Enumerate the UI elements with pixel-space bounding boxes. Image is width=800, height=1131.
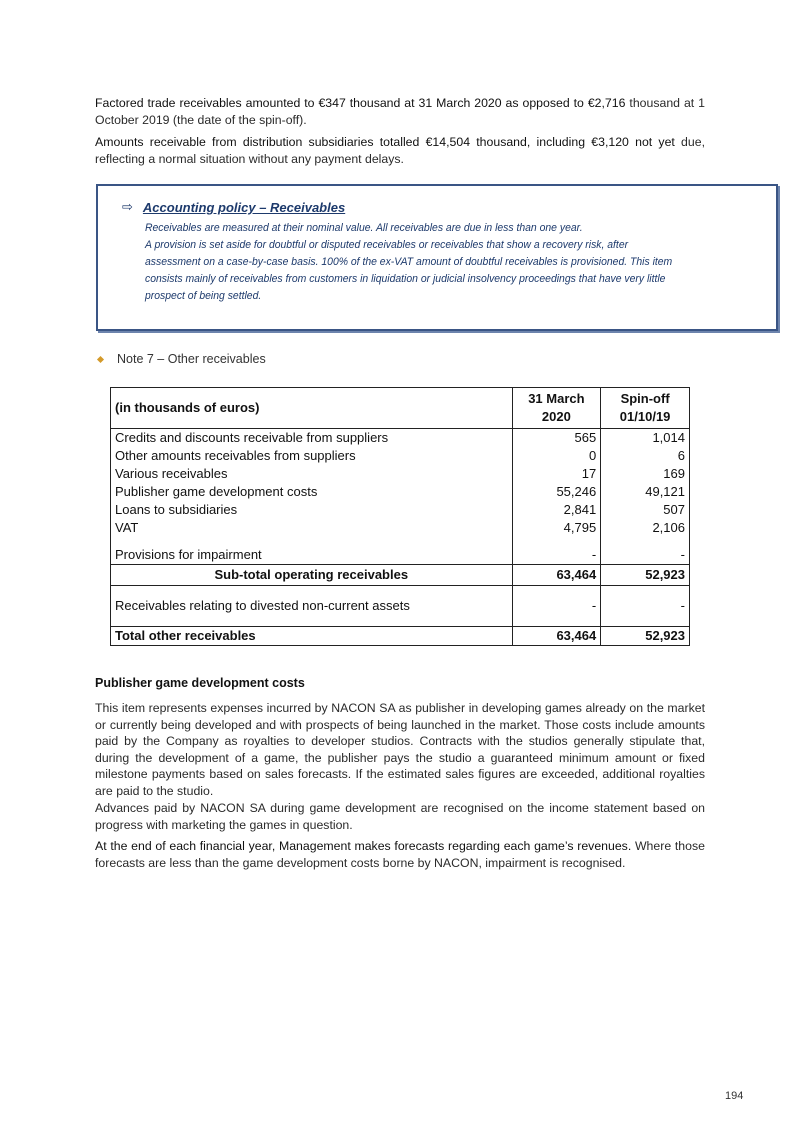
paragraph-lead: At the end of each financial year, Management makes forecasts regarding each game’s revenues. xyxy=(95,839,632,853)
table-row-subtotal xyxy=(111,565,690,586)
row-value-2019: 169 xyxy=(601,465,690,483)
table-row-provisions xyxy=(111,537,690,565)
subtotal-value-2020: 63,464 xyxy=(512,565,601,586)
row-value-2020: 4,795 xyxy=(512,519,601,537)
row-value-2020: - xyxy=(512,537,601,565)
note-heading xyxy=(98,352,266,366)
total-value-2020: 63,464 xyxy=(512,627,601,646)
row-label: Provisions for impairment xyxy=(111,537,513,565)
row-label: Credits and discounts receivable from suppliers xyxy=(111,429,513,448)
header-label: (in thousands of euros) xyxy=(111,388,513,429)
row-label: Other amounts receivables from suppliers xyxy=(111,447,513,465)
policy-text xyxy=(145,220,680,305)
arrow-right-icon: ⇨ xyxy=(122,200,133,215)
paragraph-rest: This item represents expenses incurred by NACON SA as publisher in developing games already on the market or currently being developed and with prospects of being launched in the market. Those costs include amounts paid by the Company as royalties to developer studios. Contracts with the studios generally stipulate that, during the development of a game, the publisher pays the studio a guaranteed minimum amount or fixed milestone payments based on sales forecasts. If the estimated sales figures are exceeded, additional royalties are paid to the studio. xyxy=(95,701,705,798)
section-paragraph-3 xyxy=(95,838,705,871)
row-value-2019: 6 xyxy=(601,447,690,465)
paragraph-lead: Factored trade receivables amounted to €347 thousand at 31 March 2020 as opposed to €2,716 xyxy=(95,96,626,110)
policy-title-row xyxy=(122,200,345,215)
page-number: 194 xyxy=(725,1090,744,1102)
other-receivables-table xyxy=(110,387,690,646)
row-label: VAT xyxy=(111,519,513,537)
table-row xyxy=(111,429,690,448)
policy-title: Accounting policy – Receivables xyxy=(142,200,346,215)
section-paragraph-2 xyxy=(95,800,705,833)
header-col-2020 xyxy=(512,388,601,429)
receivables-paragraph-1 xyxy=(95,95,705,128)
policy-line: Receivables are measured at their nominal value. All receivables are due in less than one year. xyxy=(145,222,583,234)
row-value-2020: - xyxy=(512,586,601,627)
total-label: Total other receivables xyxy=(111,627,513,646)
diamond-icon xyxy=(97,355,104,362)
subtotal-label: Sub-total operating receivables xyxy=(111,565,513,586)
row-value-2019: - xyxy=(601,586,690,627)
total-value-2019: 52,923 xyxy=(601,627,690,646)
paragraph-rest: Advances paid by NACON SA during game development are recognised on the income statement based on progress with marketing the games in question. xyxy=(95,801,705,832)
row-label: Receivables relating to divested non-current assets xyxy=(111,586,513,627)
header-col-2020-line2: 2020 xyxy=(541,409,571,424)
header-col-2020-line1: 31 March xyxy=(528,391,585,406)
paragraph-rest: thousand at 1 October 2019 (the date of the spin-off). xyxy=(95,96,705,127)
table-header-row xyxy=(111,388,690,429)
header-col-spinoff-line2: 01/10/19 xyxy=(619,409,671,424)
table-row xyxy=(111,483,690,501)
accounting-policy-box xyxy=(96,184,778,331)
row-value-2019: - xyxy=(601,537,690,565)
paragraph-rest: due, reflecting a normal situation without any payment delays. xyxy=(95,135,705,166)
section-heading: Publisher game development costs xyxy=(95,676,305,690)
subtotal-value-2019: 52,923 xyxy=(601,565,690,586)
section-paragraph-1 xyxy=(95,700,705,799)
row-value-2020: 0 xyxy=(512,447,601,465)
header-col-spinoff xyxy=(601,388,690,429)
table-row xyxy=(111,501,690,519)
row-value-2019: 507 xyxy=(601,501,690,519)
row-label: Publisher game development costs xyxy=(111,483,513,501)
row-value-2020: 565 xyxy=(512,429,601,448)
receivables-paragraph-2 xyxy=(95,134,705,167)
row-label: Loans to subsidiaries xyxy=(111,501,513,519)
table-row-divested xyxy=(111,586,690,627)
table-row xyxy=(111,519,690,537)
paragraph-rest: Where those forecasts are less than the game development costs borne by NACON, impairment is recognised. xyxy=(95,839,705,870)
policy-line: A provision is set aside for doubtful or disputed receivables or receivables that show a recovery risk, after assessment on a case-by-case basis. 100% of the ex-VAT amount of doubtful receivables is provisioned. This item consists mainly of receivables from customers in liquidation or judicial insolvency proceedings that have very little prospect of being settled. xyxy=(145,239,673,302)
header-col-spinoff-line1: Spin-off xyxy=(620,391,670,406)
row-value-2019: 1,014 xyxy=(601,429,690,448)
table-row xyxy=(111,447,690,465)
paragraph-lead: Amounts receivable from distribution subsidiaries totalled €14,504 thousand, including €3,120 not yet xyxy=(95,135,675,149)
note-title: Note 7 – Other receivables xyxy=(117,352,266,366)
row-value-2019: 2,106 xyxy=(601,519,690,537)
row-label: Various receivables xyxy=(111,465,513,483)
table-row-total xyxy=(111,627,690,646)
row-value-2019: 49,121 xyxy=(601,483,690,501)
table-row xyxy=(111,465,690,483)
row-value-2020: 55,246 xyxy=(512,483,601,501)
row-value-2020: 2,841 xyxy=(512,501,601,519)
row-value-2020: 17 xyxy=(512,465,601,483)
